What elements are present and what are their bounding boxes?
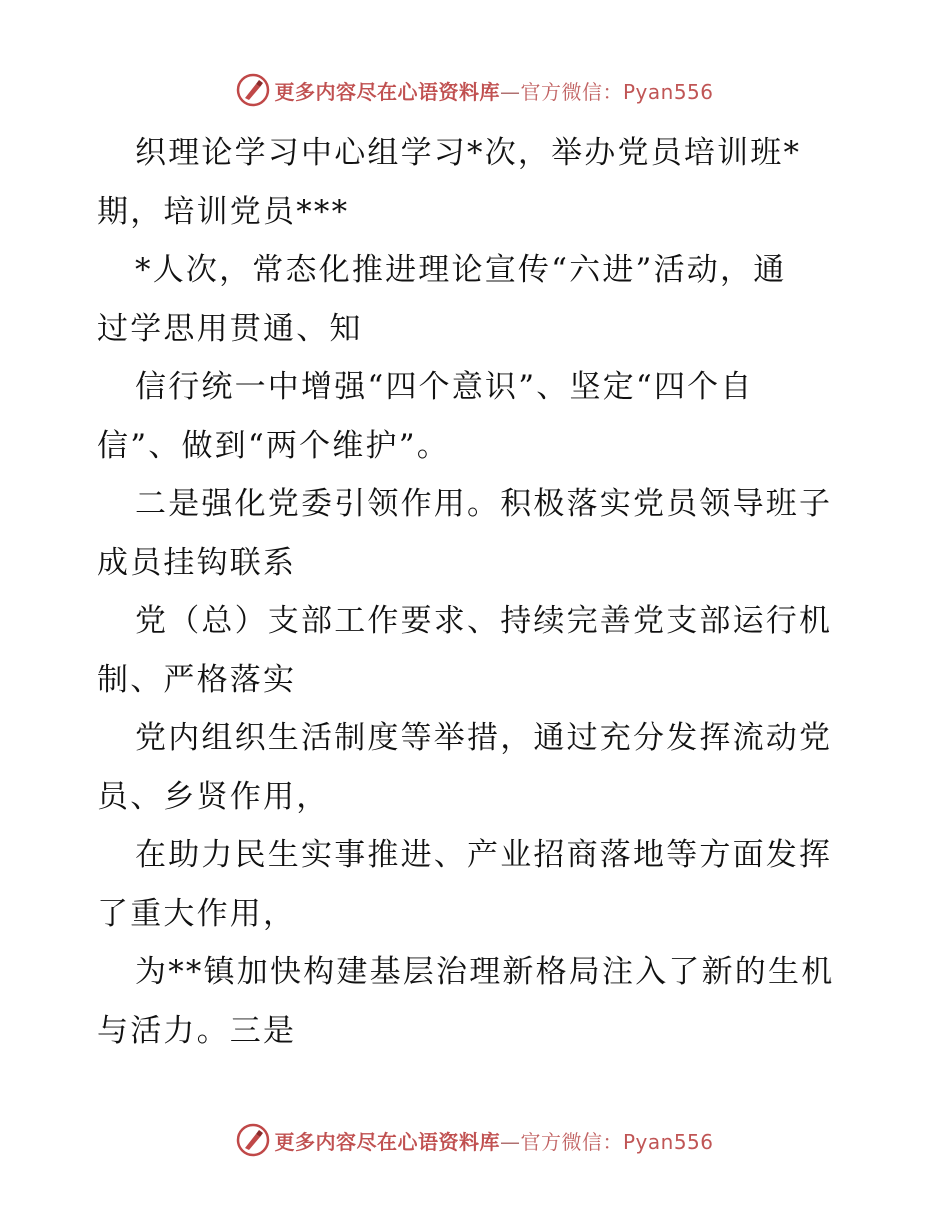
paragraph-line: 党（总）支部工作要求、持续完善党支部运行机: [135, 603, 833, 639]
footer-dash: —: [499, 1129, 521, 1154]
header-handle: Pyan556: [622, 79, 714, 104]
paragraph-line: 了重大作用，: [97, 895, 297, 932]
paragraph-line: 过学思用贯通、知: [97, 310, 363, 347]
pen-logo-icon: [236, 73, 270, 107]
paragraph-line: 制、严格落实: [97, 661, 297, 698]
pen-logo-icon: [236, 1123, 270, 1157]
paragraph-line: *人次，常态化推进理论宣传“六进”活动，通: [135, 252, 787, 288]
paragraph-line: 二是强化党委引领作用。积极落实党员领导班子: [135, 486, 833, 522]
footer-banner: [0, 1120, 950, 1160]
footer-handle: Pyan556: [622, 1129, 714, 1154]
paragraph-line: 期，培训党员***: [97, 193, 350, 230]
paragraph-line: 为**镇加快构建基层治理新格局注入了新的生机: [135, 954, 835, 990]
paragraph-line: 织理论学习中心组学习*次，举办党员培训班*: [135, 135, 802, 171]
footer-site-name: 更多内容尽在心语资料库: [274, 1129, 500, 1154]
header-site-name: 更多内容尽在心语资料库: [274, 79, 500, 104]
paragraph-line: 与活力。三是: [97, 1012, 297, 1049]
header-dash: —: [499, 79, 521, 104]
header-banner: [0, 70, 950, 110]
paragraph-line: 成员挂钩联系: [97, 544, 297, 581]
paragraph-line: 信行统一中增强“四个意识”、坚定“四个自: [135, 369, 754, 405]
footer-contact-label: 官方微信：: [520, 1129, 623, 1154]
header-contact-label: 官方微信：: [520, 79, 623, 104]
paragraph-line: 在助力民生实事推进、产业招商落地等方面发挥: [135, 837, 833, 873]
document-body: [97, 124, 877, 1060]
paragraph-line: 党内组织生活制度等举措，通过充分发挥流动党: [135, 720, 833, 756]
paragraph-line: 信”、做到“两个维护”。: [97, 427, 450, 464]
paragraph-line: 员、乡贤作用，: [97, 778, 330, 815]
